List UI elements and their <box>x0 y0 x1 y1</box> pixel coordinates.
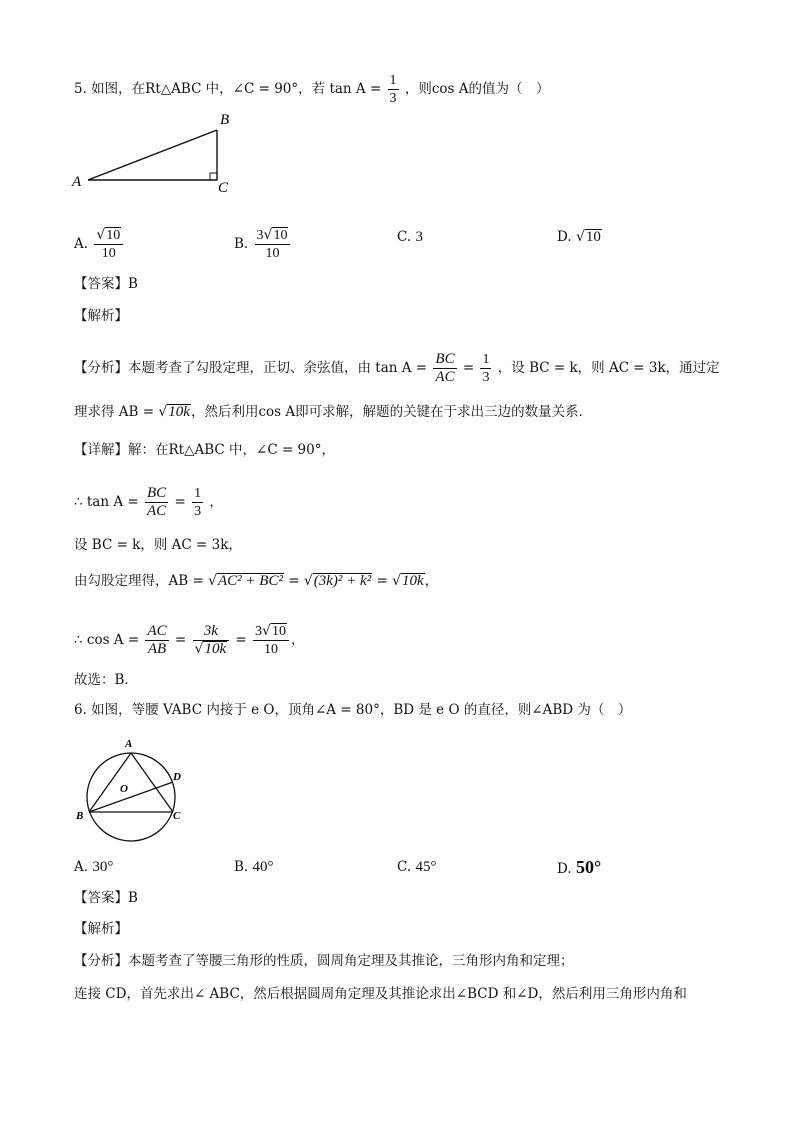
q5-option-a[interactable] <box>74 227 125 262</box>
q5-detail-5-suffix: ， <box>290 632 305 648</box>
q6-fenxi-line1 <box>74 951 574 971</box>
q6-option-a[interactable] <box>74 857 113 877</box>
q5-detail-3: 设 BC = k，则 AC = 3k， <box>74 537 242 553</box>
radical-icon: √ <box>263 227 273 243</box>
q6-option-c-value: 45° <box>415 859 437 875</box>
q6-option-d-letter: D. <box>557 861 572 877</box>
q5-fenxi-frac2 <box>480 351 491 386</box>
q5-detail-line2 <box>74 485 223 520</box>
q5-detail-2-prefix: ∴ tan A = <box>74 494 139 510</box>
q5-answer-label: 【答案】 <box>74 276 128 292</box>
q5-detail-2-eq: = <box>174 494 186 510</box>
q5-answer-value: B <box>128 276 138 292</box>
q5-stem-prefix: 5. 如图，在Rt△ABC 中，∠C = 90°，若 tan A = <box>74 81 382 97</box>
q5-detail-4-radicand3: 10k <box>402 573 424 589</box>
q5-detail-2-frac2 <box>192 485 203 520</box>
q5-option-b-num <box>255 227 291 245</box>
q5-detail-4-prefix: 由勾股定理得，AB = <box>74 573 204 589</box>
q5-right-angle-mark <box>210 173 217 180</box>
q6-option-d[interactable] <box>557 857 601 879</box>
q6-answer-label: 【答案】 <box>74 890 128 906</box>
q5-fenxi-line1 <box>74 351 720 386</box>
radical-icon: √ <box>392 573 402 589</box>
q5-detail-2-den: AC <box>147 503 167 519</box>
radical-icon: √ <box>194 641 204 657</box>
q5-fenxi-frac2-den: 3 <box>482 370 490 385</box>
q5-fenxi-frac1 <box>433 351 456 386</box>
q6-option-c-letter: C. <box>397 859 412 875</box>
q5-fenxi-1b: ，设 BC = k，则 AC = 3k，通过定 <box>497 360 720 376</box>
q5-stem-fraction <box>388 72 399 107</box>
q5-detail-2-den2: 3 <box>194 504 202 519</box>
q5-detail-5-num3 <box>253 623 289 641</box>
q5-option-d[interactable] <box>557 227 602 247</box>
q5-detail-4-sqrt1 <box>208 573 284 589</box>
q5-detail-line3 <box>74 535 242 555</box>
q5-fenxi-2b: ，然后利用cos A即可求解，解题的关键在于求出三边的数量关系． <box>190 404 593 420</box>
q5-stem-suffix: ，则cos A的值为（ ） <box>404 81 550 97</box>
q5-option-c-letter: C. <box>397 229 412 245</box>
q5-stem-frac-den: 3 <box>389 91 397 106</box>
q6-option-b[interactable] <box>234 857 274 877</box>
q5-option-c-value: 3 <box>415 229 423 245</box>
q6-fenxi-2: 连接 CD，首先求出∠ ABC，然后根据圆周角定理及其推论求出∠BCD 和∠D，然后利用三角形内角和 <box>74 986 687 1002</box>
q5-fenxi-label: 【分析】 <box>74 360 128 376</box>
q5-detail-5-frac1 <box>145 623 168 658</box>
q5-detail-4-eq2: = <box>376 573 388 589</box>
q5-option-d-value <box>576 229 602 245</box>
q5-detail-5-prefix: ∴ cos A = <box>74 632 140 648</box>
q5-label-c: C <box>218 180 229 196</box>
q6-option-b-letter: B. <box>234 859 249 875</box>
q5-detail-4-suffix: ， <box>424 573 439 589</box>
q6-fenxi-1: 本题考查了等腰三角形的性质，圆周角定理及其推论，三角形内角和定理； <box>128 953 574 969</box>
q5-detail-line5 <box>74 623 304 658</box>
q6-label-a: A <box>125 738 133 750</box>
q6-option-a-value: 30° <box>92 859 114 875</box>
q5-stem <box>74 72 550 107</box>
q5-detail-label: 【详解】 <box>74 442 128 458</box>
q5-detail-2-suffix: ， <box>209 494 223 510</box>
q5-detail-4-sqrt3 <box>392 573 425 589</box>
q6-option-d-value: 50° <box>575 857 602 877</box>
q5-detail-2-num: BC <box>147 485 167 501</box>
q5-stem-frac-num: 1 <box>389 73 397 88</box>
q5-option-b[interactable] <box>234 227 292 262</box>
q5-fenxi-2-radicand: 10k <box>168 404 190 420</box>
radical-icon: √ <box>208 573 217 589</box>
q6-circle-figure <box>72 732 196 848</box>
q6-analysis-text: 【解析】 <box>74 921 128 937</box>
q5-choose-text: 故选：B． <box>74 672 138 688</box>
q5-detail-4-sqrt2 <box>304 573 372 589</box>
q5-detail-line1 <box>74 440 335 460</box>
q5-option-a-den: 10 <box>101 246 116 261</box>
q6-option-b-value: 40° <box>252 859 274 875</box>
q5-detail-1: 解：在Rt△ABC 中，∠C = 90°， <box>128 442 335 458</box>
q5-option-b-radicand: 10 <box>273 228 288 243</box>
q5-detail-4-eq1: = <box>288 573 300 589</box>
q5-triangle-figure <box>66 106 246 198</box>
q5-detail-5-den2-radicand: 10k <box>204 641 227 657</box>
q6-label-b: B <box>76 810 84 822</box>
q6-diameter-bd <box>89 782 173 812</box>
q5-detail-4-radicand1: AC² + BC² <box>218 573 283 589</box>
q5-analysis-label <box>74 306 128 326</box>
q5-option-a-radicand: 10 <box>106 228 121 243</box>
q5-detail-line4 <box>74 571 438 591</box>
radical-icon: √ <box>158 404 168 420</box>
q6-label-d: D <box>173 771 181 783</box>
q5-detail-2-frac1 <box>145 485 168 520</box>
q5-detail-4-radicand2: (3k)² + k² <box>313 573 372 589</box>
radical-icon: √ <box>303 573 313 589</box>
q5-fenxi-2-sqrt <box>158 404 191 420</box>
q6-chord-ac <box>131 753 173 812</box>
q5-option-b-den: 10 <box>265 246 280 261</box>
q5-detail-5-den3: 10 <box>263 642 278 657</box>
q5-option-d-letter: D. <box>557 229 572 245</box>
q5-option-d-radicand: 10 <box>585 229 601 245</box>
q5-choose <box>74 670 138 690</box>
q6-answer <box>74 888 138 908</box>
q5-option-b-fraction <box>255 227 291 262</box>
q5-analysis-text: 【解析】 <box>74 308 128 324</box>
q5-detail-5-num3-radicand: 10 <box>271 624 286 639</box>
q6-fenxi-label: 【分析】 <box>74 953 128 969</box>
q5-label-a: A <box>72 174 82 190</box>
q6-stem <box>74 700 631 720</box>
q5-detail-2-num2: 1 <box>194 486 202 501</box>
q5-side-ab <box>88 130 217 180</box>
q6-option-c[interactable] <box>397 857 436 877</box>
q6-stem-text: 6. 如图，等腰 VABC 内接于 e O，顶角∠A = 80°，BD 是 e O 的直径，则∠ABD 为（ ） <box>74 702 632 718</box>
q5-fenxi-eq: = <box>462 360 475 376</box>
q5-detail-5-den2 <box>193 641 230 658</box>
q6-option-a-letter: A. <box>74 859 89 875</box>
q5-detail-5-num2: 3k <box>193 623 230 641</box>
q5-detail-5-eq1: = <box>174 632 187 648</box>
q6-analysis-label <box>74 919 128 939</box>
radical-icon: √ <box>96 227 106 243</box>
q6-answer-value: B <box>128 890 138 906</box>
q5-detail-5-num3-coef: 3 <box>255 624 263 639</box>
q5-option-a-num <box>94 227 123 245</box>
q5-fenxi-2a: 理求得 AB = <box>74 404 155 420</box>
q5-option-c[interactable] <box>397 227 423 247</box>
q5-fenxi-frac2-num: 1 <box>482 352 490 367</box>
q5-option-b-letter: B. <box>234 236 249 252</box>
q5-label-b: B <box>220 112 230 128</box>
q5-detail-5-eq2: = <box>235 632 247 648</box>
q5-option-b-coef: 3 <box>256 228 264 243</box>
q5-detail-5-den1: AB <box>147 641 167 657</box>
q5-fenxi-line2 <box>74 402 592 422</box>
q5-detail-5-frac2 <box>193 623 230 658</box>
radical-icon: √ <box>262 623 271 639</box>
q5-fenxi-frac1-num: BC <box>435 351 455 367</box>
radical-icon: √ <box>575 229 585 245</box>
q5-fenxi-1a: 本题考查了勾股定理，正切、余弦值，由 tan A = <box>128 360 428 376</box>
q5-answer <box>74 274 138 294</box>
q5-option-a-letter: A. <box>74 236 89 252</box>
q6-fenxi-line2 <box>74 984 687 1004</box>
q6-label-o: O <box>120 783 128 795</box>
q5-detail-5-frac3 <box>253 623 289 658</box>
q5-fenxi-frac1-den: AC <box>435 369 455 385</box>
q5-detail-5-num1: AC <box>147 623 167 639</box>
q5-option-a-fraction <box>94 227 123 262</box>
q6-label-c: C <box>173 810 181 822</box>
